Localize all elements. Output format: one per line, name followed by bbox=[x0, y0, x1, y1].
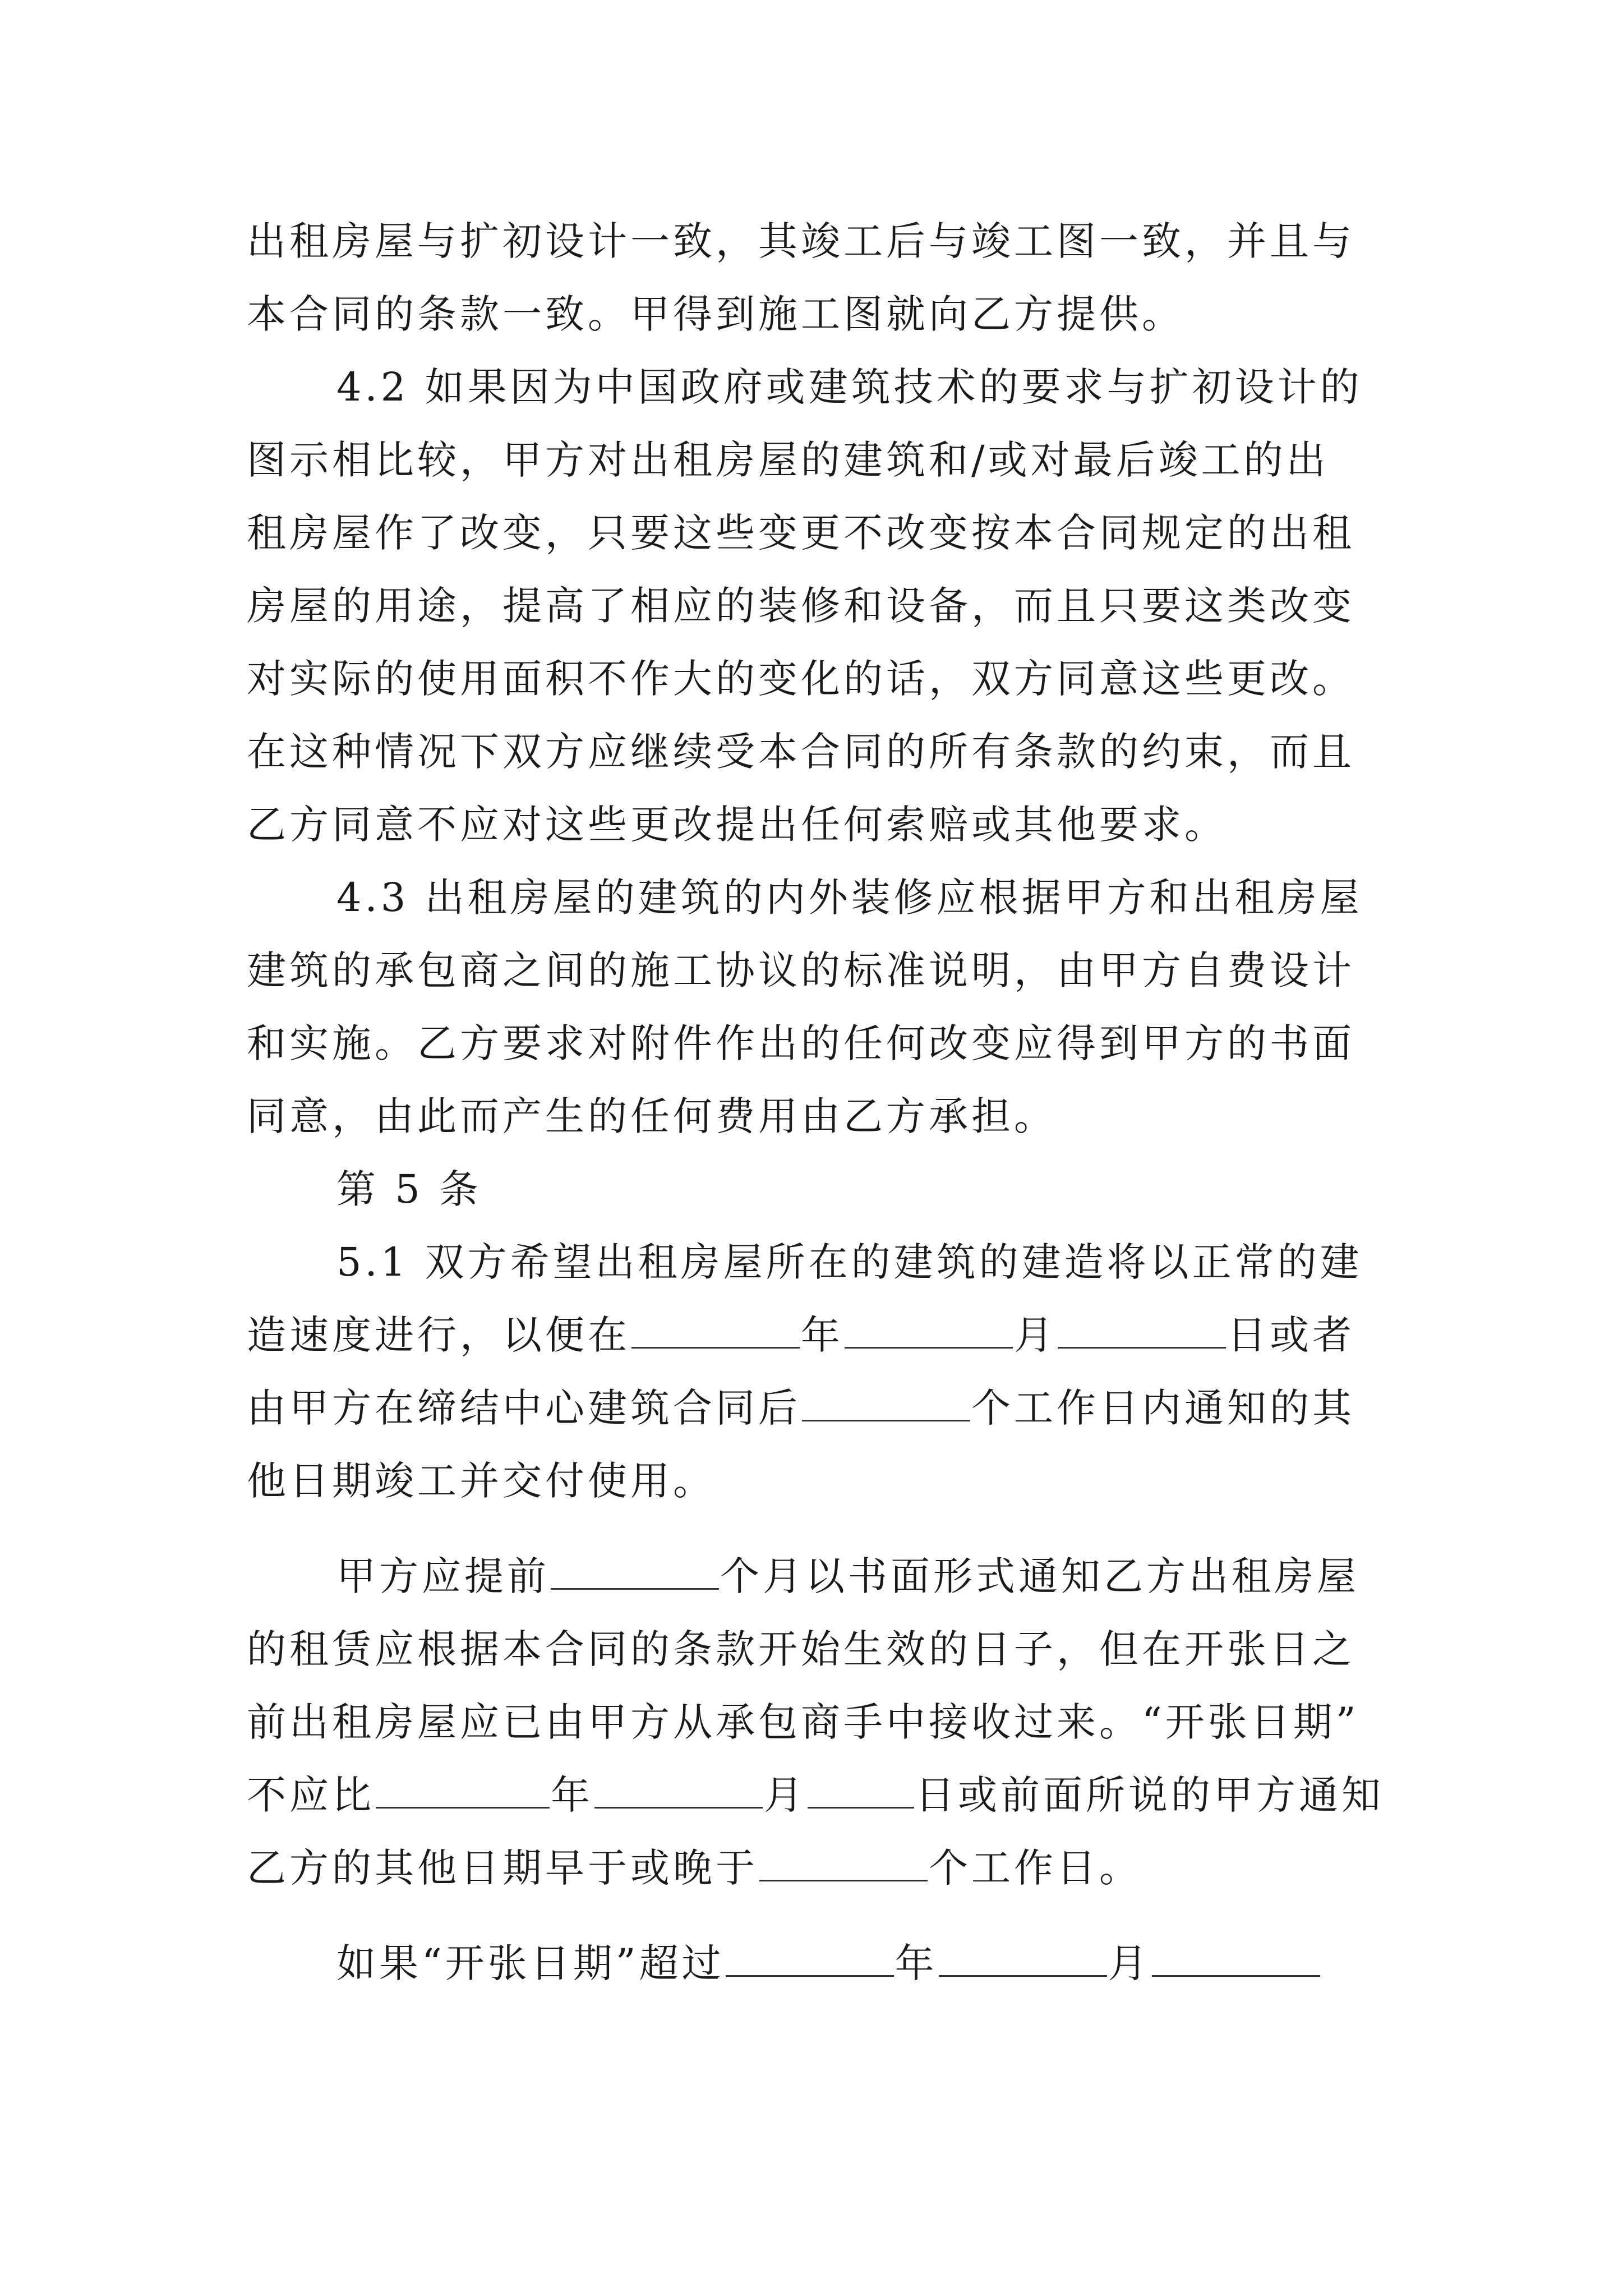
text-segment: 年 bbox=[551, 1772, 593, 1818]
text-line: 租房屋作了改变，只要这些变更不改变按本合同规定的出租 bbox=[247, 510, 1355, 556]
text-line: 和实施。乙方要求对附件作出的任何改变应得到甲方的书面 bbox=[247, 1020, 1355, 1066]
fill-in-blank[interactable] bbox=[802, 1385, 970, 1421]
text-line: 乙方同意不应对这些更改提出任何索赔或其他要求。 bbox=[247, 802, 1227, 848]
fill-in-blank[interactable] bbox=[759, 1845, 928, 1881]
text-line bbox=[247, 1621, 1355, 1677]
text-line bbox=[336, 1548, 1359, 1604]
text-segment: 日或前面所说的甲方通知 bbox=[915, 1772, 1384, 1818]
text-line: 4.3 出租房屋的建筑的内外装修应根据甲方和出租房屋 bbox=[336, 875, 1363, 921]
text-segment: 日或者 bbox=[1227, 1312, 1355, 1358]
fill-in-blank[interactable] bbox=[376, 1772, 550, 1809]
fill-in-blank[interactable] bbox=[845, 1312, 1013, 1349]
text-segment: 个工作日内通知的其 bbox=[971, 1385, 1355, 1431]
text-line: 5.1 双方希望出租房屋所在的建筑的建造将以正常的建 bbox=[336, 1239, 1363, 1285]
text-segment: 他日期竣工并交付使用。 bbox=[247, 1458, 716, 1504]
text-segment: 前出租房屋应已由甲方从承包商手中接收过来。“开张日期” bbox=[247, 1699, 1359, 1745]
fill-in-blank[interactable] bbox=[1152, 1940, 1320, 1977]
text-segment: 的租赁应根据本合同的条款开始生效的日子，但在开张日之 bbox=[247, 1626, 1355, 1672]
text-line: 对实际的使用面积不作大的变化的话，双方同意这些更改。 bbox=[247, 656, 1355, 702]
fill-in-blank[interactable] bbox=[1058, 1312, 1226, 1349]
text-segment: 不应比 bbox=[247, 1772, 375, 1818]
text-segment: 如果“开张日期”超过 bbox=[336, 1940, 725, 1986]
fill-in-blank[interactable] bbox=[551, 1553, 719, 1590]
text-line: 在这种情况下双方应继续受本合同的所有条款的约束，而且 bbox=[247, 729, 1355, 775]
text-segment: 甲方应提前 bbox=[336, 1553, 550, 1599]
text-line: 本合同的条款一致。甲得到施工图就向乙方提供。 bbox=[247, 291, 1184, 337]
text-line: 4.2 如果因为中国政府或建筑技术的要求与扩初设计的 bbox=[336, 364, 1363, 410]
article-heading: 第 5 条 bbox=[336, 1166, 482, 1212]
fill-in-blank[interactable] bbox=[939, 1940, 1107, 1977]
text-segment: 月 bbox=[1014, 1312, 1057, 1358]
text-line bbox=[247, 1840, 1142, 1896]
text-line: 同意，由此而产生的任何费用由乙方承担。 bbox=[247, 1093, 1057, 1139]
text-segment: 造速度进行，以便在 bbox=[247, 1312, 630, 1358]
text-line: 建筑的承包商之间的施工协议的标准说明，由甲方自费设计 bbox=[247, 947, 1355, 993]
text-line bbox=[247, 1767, 1384, 1823]
text-line bbox=[247, 1307, 1355, 1363]
fill-in-blank[interactable] bbox=[594, 1772, 763, 1809]
fill-in-blank[interactable] bbox=[631, 1312, 800, 1349]
text-segment: 由甲方在缔结中心建筑合同后 bbox=[247, 1385, 801, 1431]
text-segment: 个月以书面形式通知乙方出租房屋 bbox=[720, 1553, 1359, 1599]
text-line: 房屋的用途，提高了相应的装修和设备，而且只要这类改变 bbox=[247, 583, 1355, 629]
fill-in-blank[interactable] bbox=[726, 1940, 894, 1977]
text-line: 出租房屋与扩初设计一致，其竣工后与竣工图一致，并且与 bbox=[247, 218, 1355, 264]
text-line bbox=[247, 1694, 1359, 1750]
text-segment: 乙方的其他日期早于或晚于 bbox=[247, 1845, 758, 1891]
text-line bbox=[336, 1935, 1321, 1991]
text-line bbox=[247, 1380, 1355, 1436]
text-segment: 月 bbox=[764, 1772, 806, 1818]
text-segment: 年 bbox=[801, 1312, 843, 1358]
text-segment: 年 bbox=[895, 1940, 938, 1986]
text-segment: 月 bbox=[1108, 1940, 1151, 1986]
text-line bbox=[247, 1453, 716, 1509]
text-line: 图示相比较，甲方对出租房屋的建筑和/或对最后竣工的出 bbox=[247, 437, 1329, 483]
text-segment: 个工作日。 bbox=[929, 1845, 1142, 1891]
fill-in-blank[interactable] bbox=[808, 1772, 914, 1809]
